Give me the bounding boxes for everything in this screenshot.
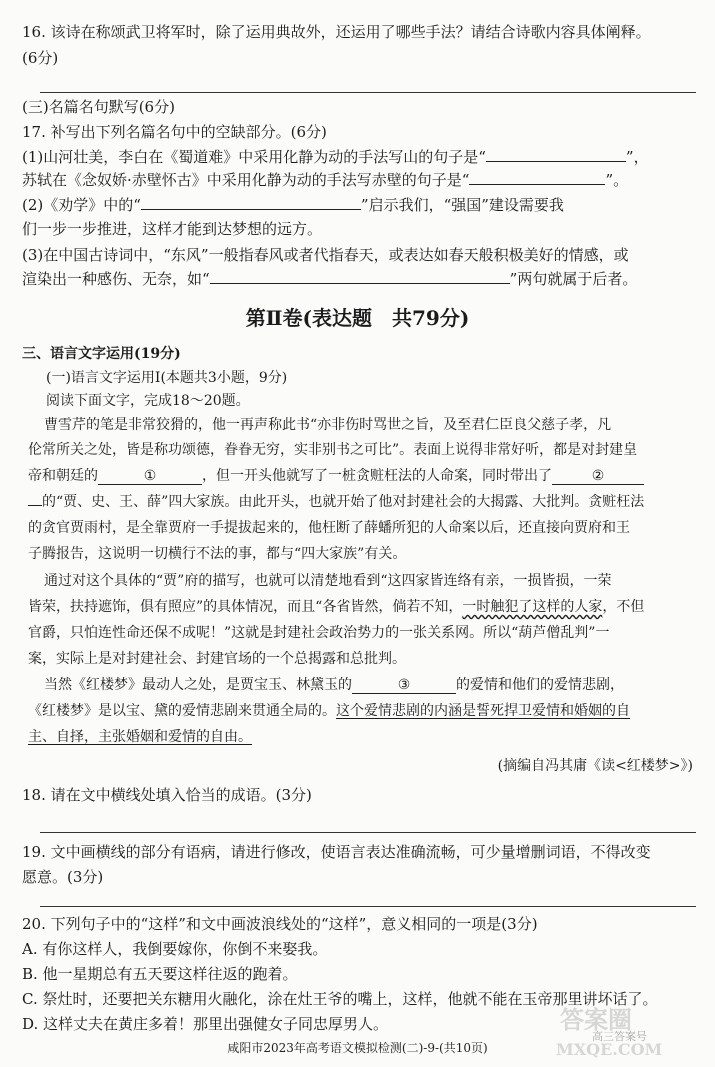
- question-20-stem: 20. 下列句子中的“这样”和文中画波浪线处的“这样”，意义相同的一项是(3分): [22, 915, 538, 933]
- text: 苏轼在《念奴娇·赤壁怀古》中采用化静为动的手法写赤壁的句子是“: [22, 171, 470, 189]
- question-18: 18. 请在文中横线处填入恰当的成语。(3分): [22, 786, 312, 804]
- question-19-line1: 19. 文中画横线的部分有语病，请进行修改，使语言表达准确流畅，可少量增删词语，不得改变: [22, 843, 651, 861]
- answer-line: [40, 832, 696, 833]
- fill-blank[interactable]: [486, 147, 626, 162]
- watermark-account: 高三答案号: [592, 1030, 647, 1043]
- wavy-underline-phrase: 一时触犯了这样的人家: [462, 599, 603, 615]
- answer-line: [40, 906, 696, 907]
- text: 帝和朝廷的: [28, 468, 98, 484]
- fill-blank[interactable]: [210, 269, 510, 284]
- text: 的“贾、史、王、薛”四大家族。由此开头，也就开始了他对封建社会的大揭露、大批判。贪赃枉法: [42, 494, 645, 510]
- text: ，不但: [602, 599, 645, 615]
- passage-p1-line2: 伦常所关之处，皆是称功颂德，眷眷无穷，实非别书之可比”。表面上说得非常好听，都是对封建皇: [28, 442, 638, 458]
- lang-instruction: 阅读下面文字，完成18～20题。: [46, 393, 250, 409]
- blank-2[interactable]: ②: [552, 468, 644, 485]
- fill-blank[interactable]: [141, 195, 361, 210]
- watermark-logo: 答案圈: [560, 1005, 632, 1034]
- blank-3[interactable]: ③: [352, 677, 456, 694]
- q17-sentence1a: [22, 147, 694, 167]
- passage-p2-line1: 通过对这个具体的“贾”府的描写，也就可以清楚地看到“这四家皆连络有亲，一损皆损，一荣: [44, 573, 612, 589]
- question-19-line2: 愿意。(3分): [22, 868, 104, 886]
- text: ”启示我们，“强国”建设需要我: [360, 196, 564, 214]
- passage-p2-line4: 案，实际上是对封建社会、封建官场的一个总揭露和总批判。: [28, 651, 406, 667]
- q20-option-c[interactable]: C. 祭灶时，还要把关东糖用火融化，涂在灶王爷的嘴上，这样，他就不能在玉帝那里讲坏话了。: [22, 990, 658, 1008]
- lang-subheading: (一)语言文字运用Ⅰ(本题共3小题，9分): [46, 370, 288, 386]
- text: 渲染出一种感伤、无奈，如“: [22, 270, 210, 288]
- passage-p3-line3: [28, 724, 696, 750]
- blank-2-tail: [28, 505, 42, 506]
- underlined-sentence: 这个爱情悲剧的内涵是誓死捍卫爱情和婚姻的自: [336, 703, 630, 719]
- q17-sentence3a: (3)在中国古诗词中，“东风”一般指春风或者代指春天，或表达如春天般积极美好的情感，或: [22, 246, 629, 264]
- question-16-line1: 16. 该诗在称颂武卫将军时，除了运用典故外，还运用了哪些手法？请结合诗歌内容具体阐释。: [22, 23, 651, 41]
- passage-p2-line3: 官爵，只怕连性命还保不成呢！”这就是封建社会政治势力的一张关系网。所以“葫芦僧乱判”一: [28, 625, 610, 641]
- text: 《红楼梦》是以宝、黛的爱情悲剧来贯通全局的。: [28, 703, 336, 719]
- passage-p1-line6: 子腾报告，这说明一切横行不法的事，都与“四大家族”有关。: [28, 546, 407, 562]
- passage-p1-line1: 曹雪芹的笔是非常狡猾的，他一再声称此书“亦非伤时骂世之旨，及至君仁臣良父慈子孝，凡: [44, 417, 612, 433]
- passage-p3-line2: [28, 698, 696, 724]
- text: 皆荣，扶持遮饰，俱有照应”的具体情况，而且“各省皆然，倘若不知，: [28, 599, 463, 615]
- text: (2)《劝学》中的“: [22, 196, 141, 214]
- lang-heading: 三、语言文字运用(19分): [22, 346, 181, 362]
- page-footer: 咸阳市2023年高考语文模拟检测(二)-9-(共10页): [227, 1041, 488, 1055]
- text: 的爱情和他们的爱情悲剧，: [456, 677, 624, 693]
- passage-p1-line5: 的贪官贾雨村，是全靠贾府一手提拔起来的，他枉断了薛蟠所犯的人命案以后，还直接向贾府和王: [28, 520, 630, 536]
- text: ”两句就属于后者。: [509, 270, 638, 288]
- q17-sentence2b: 们一步一步推进，这样才能到达梦想的远方。: [22, 220, 323, 238]
- section-title: (三)名篇名句默写(6分): [22, 98, 175, 116]
- text: 当然《红楼梦》最动人之处，是贾宝玉、林黛玉的: [44, 677, 352, 693]
- passage-p3-line1: [44, 672, 696, 698]
- fill-blank[interactable]: [469, 170, 605, 185]
- question-17: 17. 补写出下列名篇名句中的空缺部分。(6分): [22, 123, 327, 141]
- answer-line: [40, 92, 696, 93]
- part2-title: 第Ⅱ卷(表达题 共79分): [245, 306, 470, 330]
- question-16-score: (6分): [22, 49, 59, 67]
- text: ”，: [625, 148, 649, 166]
- watermark-site: MXQE.COM: [556, 1040, 663, 1059]
- q17-sentence2a: [22, 195, 694, 215]
- blank-1[interactable]: ①: [98, 468, 202, 485]
- q17-sentence3b: [22, 269, 694, 289]
- text: ，但一开头他就写了一桩贪赃枉法的人命案，同时带出了: [202, 468, 552, 484]
- q17-sentence1b: [22, 170, 694, 190]
- underlined-sentence: 主、自择，主张婚姻和爱情的自由。: [28, 729, 252, 745]
- q20-option-b[interactable]: B. 他一星期总有五天要这样往返的跑着。: [22, 965, 298, 983]
- passage-p1-line4: [28, 489, 696, 515]
- q20-option-d[interactable]: D. 这样丈夫在黄庄多着！那里出强健女子同忠厚男人。: [22, 1015, 389, 1033]
- passage-p2-line2: [28, 594, 696, 620]
- q20-option-a[interactable]: A. 有你这样人，我倒要嫁你，你倒不来娶我。: [22, 940, 328, 958]
- passage-source: (摘编自冯其庸《读<红楼梦>》): [497, 758, 693, 774]
- text: ”。: [605, 171, 629, 189]
- text: (1)山河壮美，李白在《蜀道难》中采用化静为动的手法写山的句子是“: [22, 148, 486, 166]
- passage-p1-line3: [28, 463, 696, 489]
